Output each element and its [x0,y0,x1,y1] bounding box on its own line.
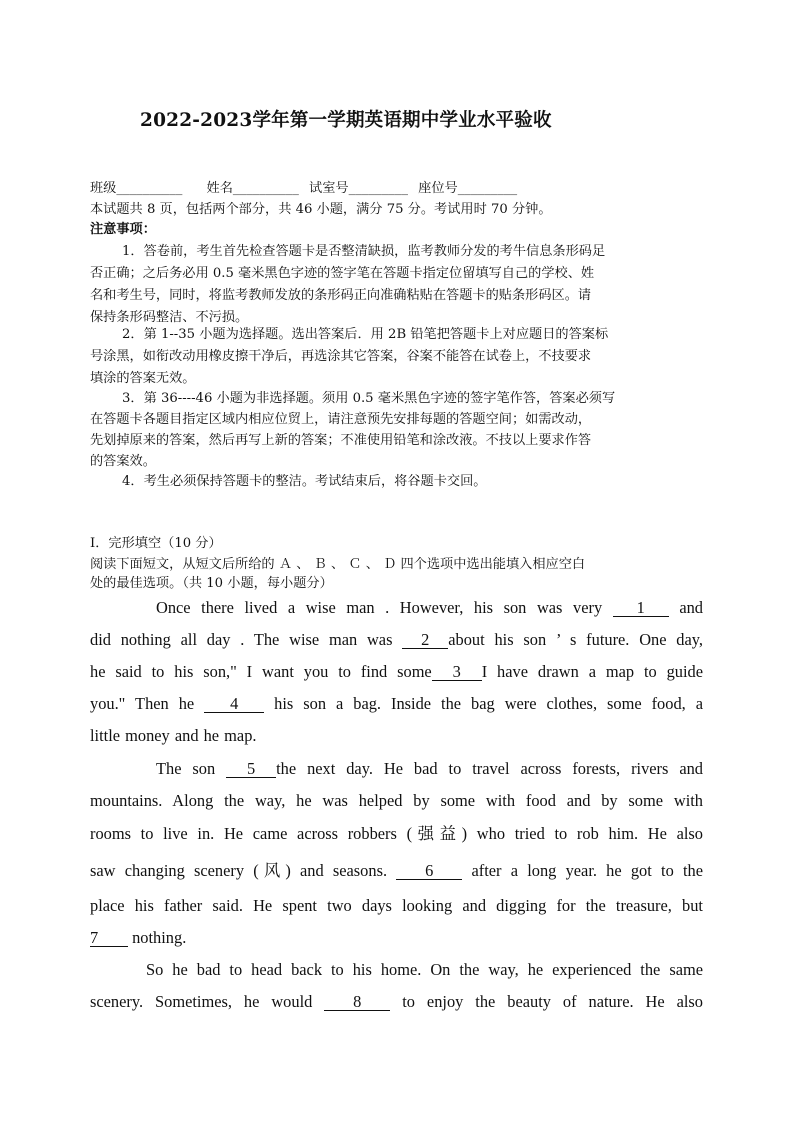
passage-line: little money and he map. [90,726,257,745]
blank-2: 2 [402,632,448,649]
notice-line: 保持条形码整洁、不污损。 [90,310,249,325]
seat-field: 座位号_________ [418,181,518,196]
passage-line: Once there lived a wise man . However, his son was very 1 and [156,598,703,617]
notice-heading: 注意事项： [90,222,156,237]
passage-line: place his father said. He spent two days looking and digging for the treasure, but [90,896,703,915]
passage-line: The son 5 the next day. He bad to travel across forests, rivers and [156,759,703,778]
passage-line: he said to his son," I want you to find some 3 I have drawn a map to guide [90,662,703,681]
notice-line: 名和考生号，同时，将监考教师发放的条形码正向准确粘贴在答题卡的贴条形码区。请 [90,288,592,303]
blank-6: 6 [396,863,462,880]
passage-line: 7 nothing. [90,928,187,947]
notice-line: 1．答卷前，考生首先检查答题卡是否整清缺损，监考教师分发的考牛信息条形码足 [122,244,606,259]
passage-line: did nothing all day . The wise man was 2 about his son ’ s future. One day, [90,630,703,649]
notice-line: 4．考生必须保持答题卡的整洁。考试结束后，将谷题卡交回。 [122,474,487,489]
notice-line: 号涂黑，如衔改动用橡皮擦干净后，再选涂其它答案，谷案不能答在试卷上，不技要求 [90,349,592,364]
class-field: 班级__________ [90,181,183,196]
notice-line: 在答题卡各题目指定区域内相应位贸上，请注意预先安排每题的答题空间；如需改动， [90,412,592,427]
blank-7: 7 [90,930,128,947]
section-heading: Ⅰ．完形填空（10 分） [90,536,222,551]
blank-3: 3 [432,664,482,681]
room-field: 试室号_________ [309,181,408,196]
blank-5: 5 [226,761,276,778]
passage-line: saw changing scenery (风) and seasons. 6 after a long year. he got to the [90,861,703,880]
section-instruction: 处的最佳选项。（共 10 小题，每小题分） [90,576,333,591]
passage-line: rooms to live in. He came across robbers (强益) who tried to rob him. He also [90,824,703,843]
blank-1: 1 [613,600,669,617]
passage-line: scenery. Sometimes, he would 8 to enjoy the beauty of nature. He also [90,992,703,1011]
passage-line: you." Then he 4 his son a bag. Inside the bag were clothes, some food, a [90,694,703,713]
notice-line: 先划掉原来的答案，然后再写上新的答案；不准使用铅笔和涂改液。不技以上要求作答 [90,433,592,448]
notice-line: 否正确；之后务必用 0.5 毫米黑色字迹的签字笔在答题卡指定位留填写自己的学校、姓 [90,266,595,281]
exam-intro: 本试题共 8 页，包括两个部分，共 46 小题，满分 75 分。考试用时 70 分钟。 [90,202,552,217]
name-field: 姓名__________ [206,181,299,196]
student-info-fields [90,180,523,198]
notice-line: 2．第 1--35 小题为选择题。选出答案后．用 2B 铅笔把答题卡上对应题日的答案标 [122,327,609,342]
notice-line: 填涂的答案无效。 [90,371,196,386]
notice-line: 3．第 36----46 小题为非选择题。须用 0.5 毫米黑色字迹的签字笔作答，答案必须写 [122,391,616,406]
passage-line: So he bad to head back to his home. On the way, he experienced the same [146,960,703,979]
passage-line: mountains. Along the way, he was helped by some with food and by some with [90,791,703,810]
blank-4: 4 [204,696,264,713]
section-instruction: 阅读下面短文，从短文后所给的 Ａ 、 Ｂ 、 Ｃ 、 Ｄ 四个选项中选出能填入相应空白 [90,557,586,572]
notice-line: 的答案效。 [90,454,156,469]
blank-8: 8 [324,994,390,1011]
page-title: 2022-2023学年第一学期英语期中学业水平验收 [140,110,552,131]
